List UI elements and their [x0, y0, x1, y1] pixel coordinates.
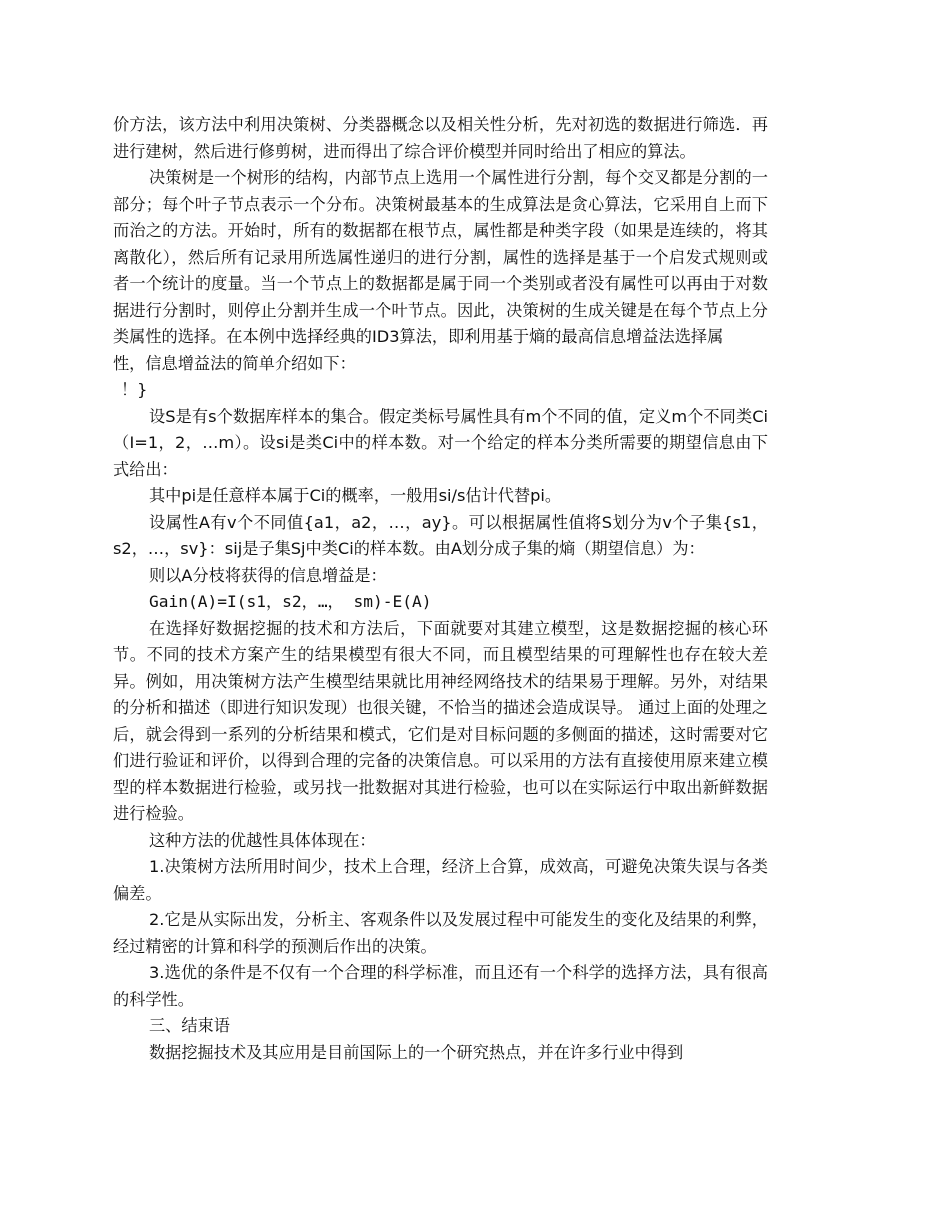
document-body [113, 112, 768, 1066]
section-heading-conclusion: 三、结束语 [149, 1016, 230, 1035]
gain-formula: Gain(A)=I(s1，s2，…， sm)-E(A) [149, 592, 432, 611]
paragraph-sample-set: 设S是有s个数据库样本的集合。假定类标号属性具有m个不同的值，定义m个不同类Ci（I=1，2，…m）。设si是类Ci中的样本数。对一个给定的样本分类所需要的期望信息由下式给出： [113, 406, 768, 479]
paragraph-conclusion: 数据挖掘技术及其应用是目前国际上的一个研究热点，并在许多行业中得到 [149, 1042, 684, 1062]
paragraph-gain-intro: 则以A分枝将获得的信息增益是： [149, 565, 387, 585]
paragraph-info-gain-intro: 性，信息增益法的简单介绍如下： [113, 353, 356, 373]
list-item-3: 3.选优的条件是不仅有一个合理的科学标准，而且还有一个科学的选择方法，具有很高的科学性。 [113, 963, 768, 1009]
paragraph-advantages-intro: 这种方法的优越性具体体现在： [149, 830, 376, 850]
paragraph-pi-probability: 其中pi是任意样本属于Ci的概率，一般用si/s估计代替pi。 [149, 486, 562, 505]
list-item-2: 2.它是从实际出发，分析主、客观条件以及发展过程中可能发生的变化及结果的利弊，经过精密的计算和科学的预测后作出的决策。 [113, 910, 768, 956]
list-item-1: 1.决策树方法所用时间少，技术上合理，经济上合算，成效高，可避免决策失误与各类偏差。 [113, 857, 768, 903]
formula-placeholder-text: ！} [121, 380, 148, 399]
paragraph-model-building: 在选择好数据挖掘的技术和方法后，下面就要对其建立模型，这是数据挖掘的核心环节。不同的技术方案产生的结果模型有很大不同，而且模型结果的可理解性也存在较大差异。例如，用决策树方法产生模型结果就比用神经网络技术的结果易于理解。另外，对结果的分析和描述（即进行知识发现）也很关键，不恰当的描述会造成误导。 通过上面的处理之后，就会得到一系列的分析结果和模式，它们是对目标问题的多侧面的描述，这时需要对它们进行验证和评价，以得到合理的完备的决策信息。可以采用的方法有直接使用原来建立模型的样本数据进行检验，或另找一批数据对其进行检验，也可以在实际运行中取出新鲜数据进行检验。 [113, 618, 768, 823]
paragraph-decision-tree: 决策树是一个树形的结构，内部节点上选用一个属性进行分割，每个交叉都是分割的一部分；每个叶子节点表示一个分布。决策树最基本的生成算法是贪心算法，它采用自上而下而治之的方法。开始时，所有的数据都在根节点，属性都是种类字段（如果是连续的，将其离散化），然后所有记录用所选属性递归的进行分割，属性的选择是基于一个启发式规则或者一个统计的度量。当一个节点上的数据都是属于同一个类别或者没有属性可以再由于对数据进行分割时，则停止分割并生成一个叶节点。因此，决策树的生成关键是在每个节点上分类属性的选择。在本例中选择经典的ID3算法，即利用基于熵的最高信息增益法选择属 [113, 168, 768, 346]
paragraph-continuation: 价方法，该方法中利用决策树、分类器概念以及相关性分析，先对初选的数据进行筛选．再进行建树，然后进行修剪树，进而得出了综合评价模型并同时给出了相应的算法。 [113, 115, 768, 161]
paragraph-attribute-a: 设属性A有v个不同值{a1，a2，…，ay}。可以根据属性值将S划分为v个子集{s1，s2，…，sv}：sij是子集Sj中类Ci的样本数。由A划分成子集的熵（期望信息）为： [113, 512, 768, 558]
